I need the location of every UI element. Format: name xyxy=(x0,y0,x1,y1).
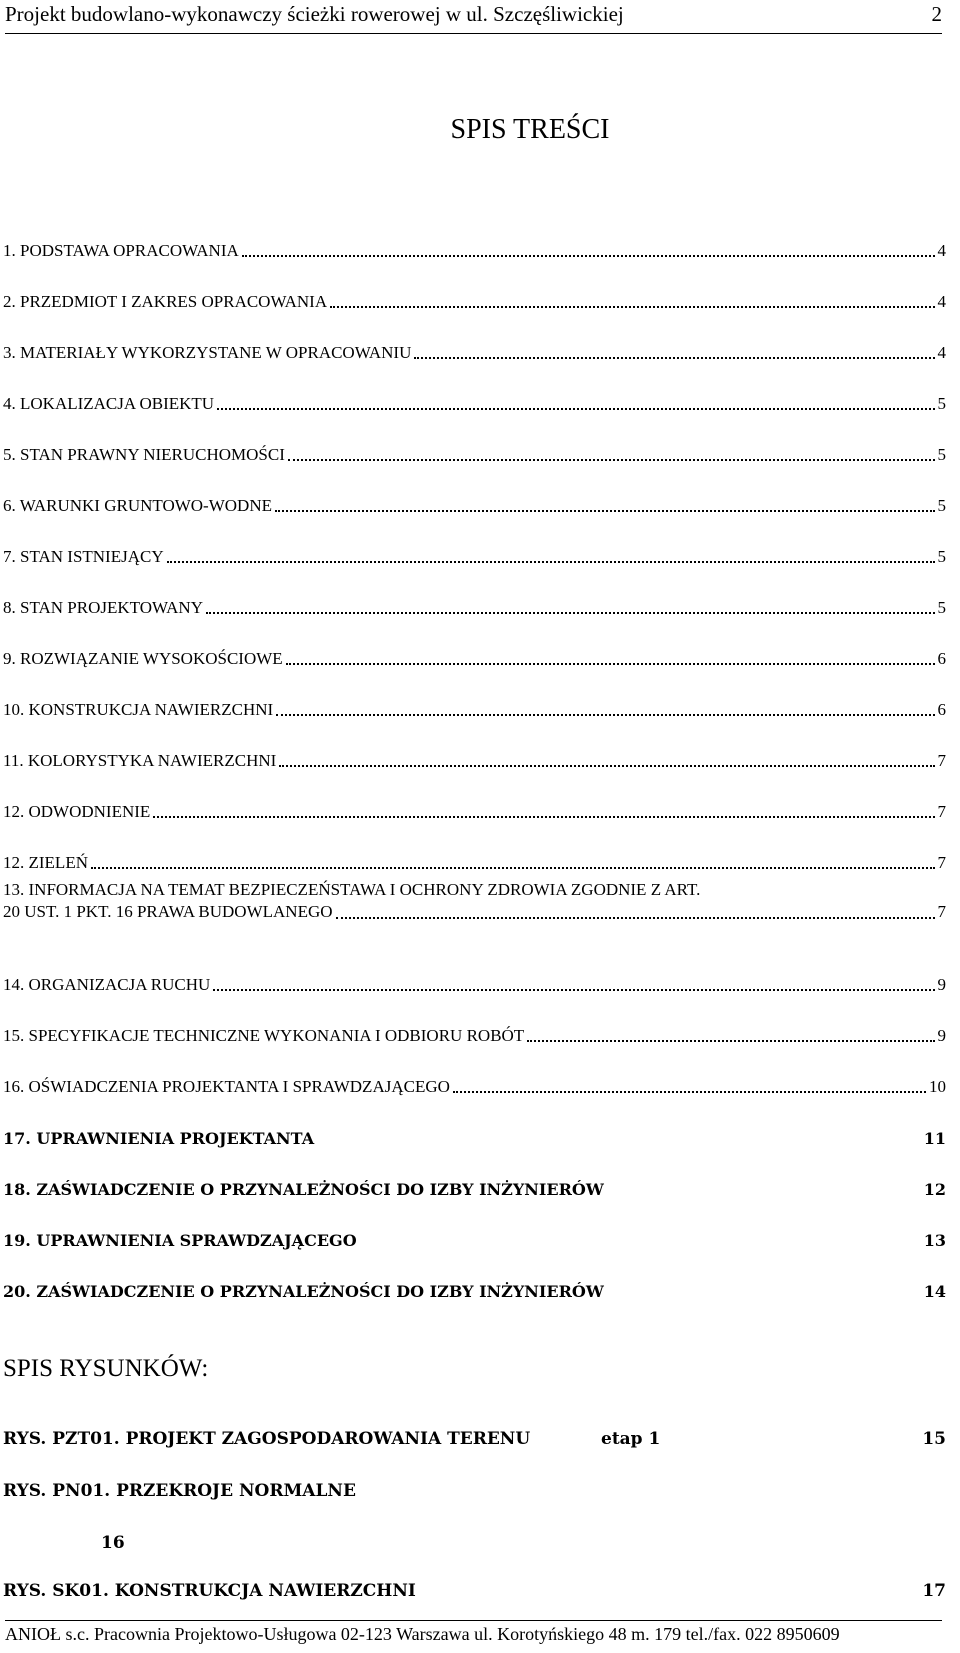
toc-entry[interactable] xyxy=(3,1199,946,1250)
toc-entry[interactable] xyxy=(3,995,946,1046)
dot-leader xyxy=(91,867,935,869)
toc-entry[interactable] xyxy=(3,618,946,669)
dot-leader xyxy=(242,255,935,257)
header-rule xyxy=(5,33,942,34)
figure-entry-page: 17 xyxy=(922,1581,946,1601)
toc-entry[interactable] xyxy=(3,944,946,995)
dot-leader xyxy=(167,561,935,563)
dot-leader xyxy=(279,765,934,767)
toc-entry-label: 8. STAN PROJEKTOWANY xyxy=(3,598,203,617)
toc-entry-label: 11. KOLORYSTYKA NAWIERZCHNI xyxy=(3,751,277,770)
figure-entry-page: 15 xyxy=(922,1429,946,1449)
toc-entry-page: 4 xyxy=(937,343,946,362)
toc-entry[interactable] xyxy=(3,414,946,465)
toc-entry[interactable] xyxy=(3,1046,946,1097)
toc-entry-page: 11 xyxy=(923,1129,946,1148)
header-title: Projekt budowlano-wykonawczy ścieżki rowerowej w ul. Szczęśliwickiej xyxy=(5,2,624,26)
toc-entry-label: 6. WARUNKI GRUNTOWO-WODNE xyxy=(3,496,272,515)
toc-entry-label: 2. PRZEDMIOT I ZAKRES OPRACOWANIA xyxy=(3,292,328,311)
toc-entry-page: 7 xyxy=(937,902,946,921)
toc-entry-label: 19. UPRAWNIENIA SPRAWDZAJĄCEGO xyxy=(3,1231,357,1250)
dot-leader xyxy=(217,408,934,410)
toc-entry-label: 5. STAN PRAWNY NIERUCHOMOŚCI xyxy=(3,445,285,464)
page-footer xyxy=(0,1620,960,1653)
toc-entry-label: 7. STAN ISTNIEJĄCY xyxy=(3,547,164,566)
figure-entry-label: RYS. PN01. PRZEKROJE NORMALNE xyxy=(3,1481,356,1501)
toc-entry-page: 5 xyxy=(937,394,946,413)
toc-entry[interactable] xyxy=(3,720,946,771)
toc-entry-label: 12. ZIELEŃ xyxy=(3,853,88,872)
toc-entry-page: 9 xyxy=(937,1026,946,1045)
footer-rule xyxy=(5,1620,942,1621)
toc-entry-label: 4. LOKALIZACJA OBIEKTU xyxy=(3,394,215,413)
dot-leader xyxy=(527,1040,934,1042)
toc-entry[interactable] xyxy=(3,771,946,822)
figure-entry-page-wrap xyxy=(101,1533,125,1553)
figure-entry[interactable] xyxy=(3,1581,946,1601)
footer-text: ANIOŁ s.c. Pracownia Projektowo-Usługowa 02-123 Warszawa ul. Korotyńskiego 48 m. 179 tel./fax. 022 8950609 xyxy=(5,1624,840,1644)
toc-entry-label: 18. ZAŚWIADCZENIE O PRZYNALEŻNOŚCI DO IZBY INŻYNIERÓW xyxy=(3,1180,604,1199)
toc-entry[interactable] xyxy=(3,1250,946,1301)
toc-entry-label: 14. ORGANIZACJA RUCHU xyxy=(3,975,211,994)
toc-entry-page: 14 xyxy=(923,1282,946,1301)
toc-entry-label: 3. MATERIAŁY WYKORZYSTANE W OPRACOWANIU xyxy=(3,343,412,362)
toc-entry[interactable] xyxy=(3,312,946,363)
figure-entry-label: RYS. SK01. KONSTRUKCJA NAWIERZCHNI xyxy=(3,1581,416,1601)
dot-leader xyxy=(330,306,934,308)
dot-leader xyxy=(276,714,934,716)
toc-entry-page: 6 xyxy=(937,649,946,668)
toc-entry[interactable] xyxy=(3,1148,946,1199)
toc-entry-page: 5 xyxy=(937,598,946,617)
figure-entry[interactable] xyxy=(3,1481,946,1501)
figures-list-title: SPIS RYSUNKÓW: xyxy=(3,1355,209,1382)
dot-leader xyxy=(286,663,935,665)
toc-title: SPIS TREŚCI xyxy=(450,114,610,145)
toc-entry[interactable] xyxy=(3,567,946,618)
toc-entry-page: 6 xyxy=(937,700,946,719)
toc-entry-label: 10. KONSTRUKCJA NAWIERZCHNI xyxy=(3,700,274,719)
dot-leader xyxy=(414,357,934,359)
toc-entry-label-line1: 13. INFORMACJA NA TEMAT BEZPIECZEŃSTAWA I OCHRONY ZDROWIA ZGODNIE Z ART. xyxy=(3,880,701,899)
header-page-number: 2 xyxy=(931,2,942,26)
toc-entry-page: 12 xyxy=(923,1180,946,1199)
toc-entry[interactable] xyxy=(3,261,946,312)
page-header xyxy=(0,0,960,36)
toc-entry-page: 5 xyxy=(937,445,946,464)
toc-entry-label: 16. OŚWIADCZENIA PROJEKTANTA I SPRAWDZAJĄCEGO xyxy=(3,1077,450,1096)
toc-entry-page: 7 xyxy=(937,853,946,872)
toc-entry-label: 17. UPRAWNIENIA PROJEKTANTA xyxy=(3,1129,315,1148)
dot-leader xyxy=(213,989,934,991)
toc-entry[interactable] xyxy=(3,669,946,720)
toc-entry-page: 10 xyxy=(929,1077,946,1096)
toc-entry[interactable] xyxy=(3,516,946,567)
dot-leader xyxy=(275,510,935,512)
toc-entry-line2 xyxy=(3,901,946,923)
toc-entry-label: 15. SPECYFIKACJE TECHNICZNE WYKONANIA I ODBIORU ROBÓT xyxy=(3,1026,525,1045)
toc-entry-page: 4 xyxy=(937,241,946,260)
toc-entry[interactable] xyxy=(3,465,946,516)
toc-entry[interactable] xyxy=(3,822,946,873)
toc-entry[interactable] xyxy=(3,1097,946,1148)
toc-entry-page: 9 xyxy=(937,975,946,994)
table-of-contents xyxy=(3,210,946,1301)
dot-leader xyxy=(206,612,935,614)
toc-entry-label: 9. ROZWIĄZANIE WYSOKOŚCIOWE xyxy=(3,649,283,668)
dot-leader xyxy=(453,1091,926,1093)
toc-entry[interactable] xyxy=(3,873,946,944)
toc-entry-page: 13 xyxy=(923,1231,946,1250)
dot-leader xyxy=(336,917,935,919)
toc-entry-label: 20. ZAŚWIADCZENIE O PRZYNALEŻNOŚCI DO IZBY INŻYNIERÓW xyxy=(3,1282,604,1301)
toc-entry-label: 1. PODSTAWA OPRACOWANIA xyxy=(3,241,239,260)
toc-entry-page: 5 xyxy=(937,547,946,566)
toc-entry[interactable] xyxy=(3,210,946,261)
dot-leader xyxy=(288,459,935,461)
figure-entry[interactable] xyxy=(3,1429,946,1449)
figure-entry-extra: etap 1 xyxy=(601,1429,661,1449)
toc-entry-page: 7 xyxy=(937,751,946,770)
figure-entry-page: 16 xyxy=(101,1533,125,1553)
toc-entry-label-line2: 20 UST. 1 PKT. 16 PRAWA BUDOWLANEGO xyxy=(3,902,333,921)
toc-entry-label: 12. ODWODNIENIE xyxy=(3,802,151,821)
toc-entry[interactable] xyxy=(3,363,946,414)
toc-entry-page: 7 xyxy=(937,802,946,821)
toc-entry-page: 5 xyxy=(937,496,946,515)
toc-entry-page: 4 xyxy=(937,292,946,311)
figure-entry-label: RYS. PZT01. PROJEKT ZAGOSPODAROWANIA TERENU xyxy=(3,1429,531,1449)
dot-leader xyxy=(153,816,934,818)
